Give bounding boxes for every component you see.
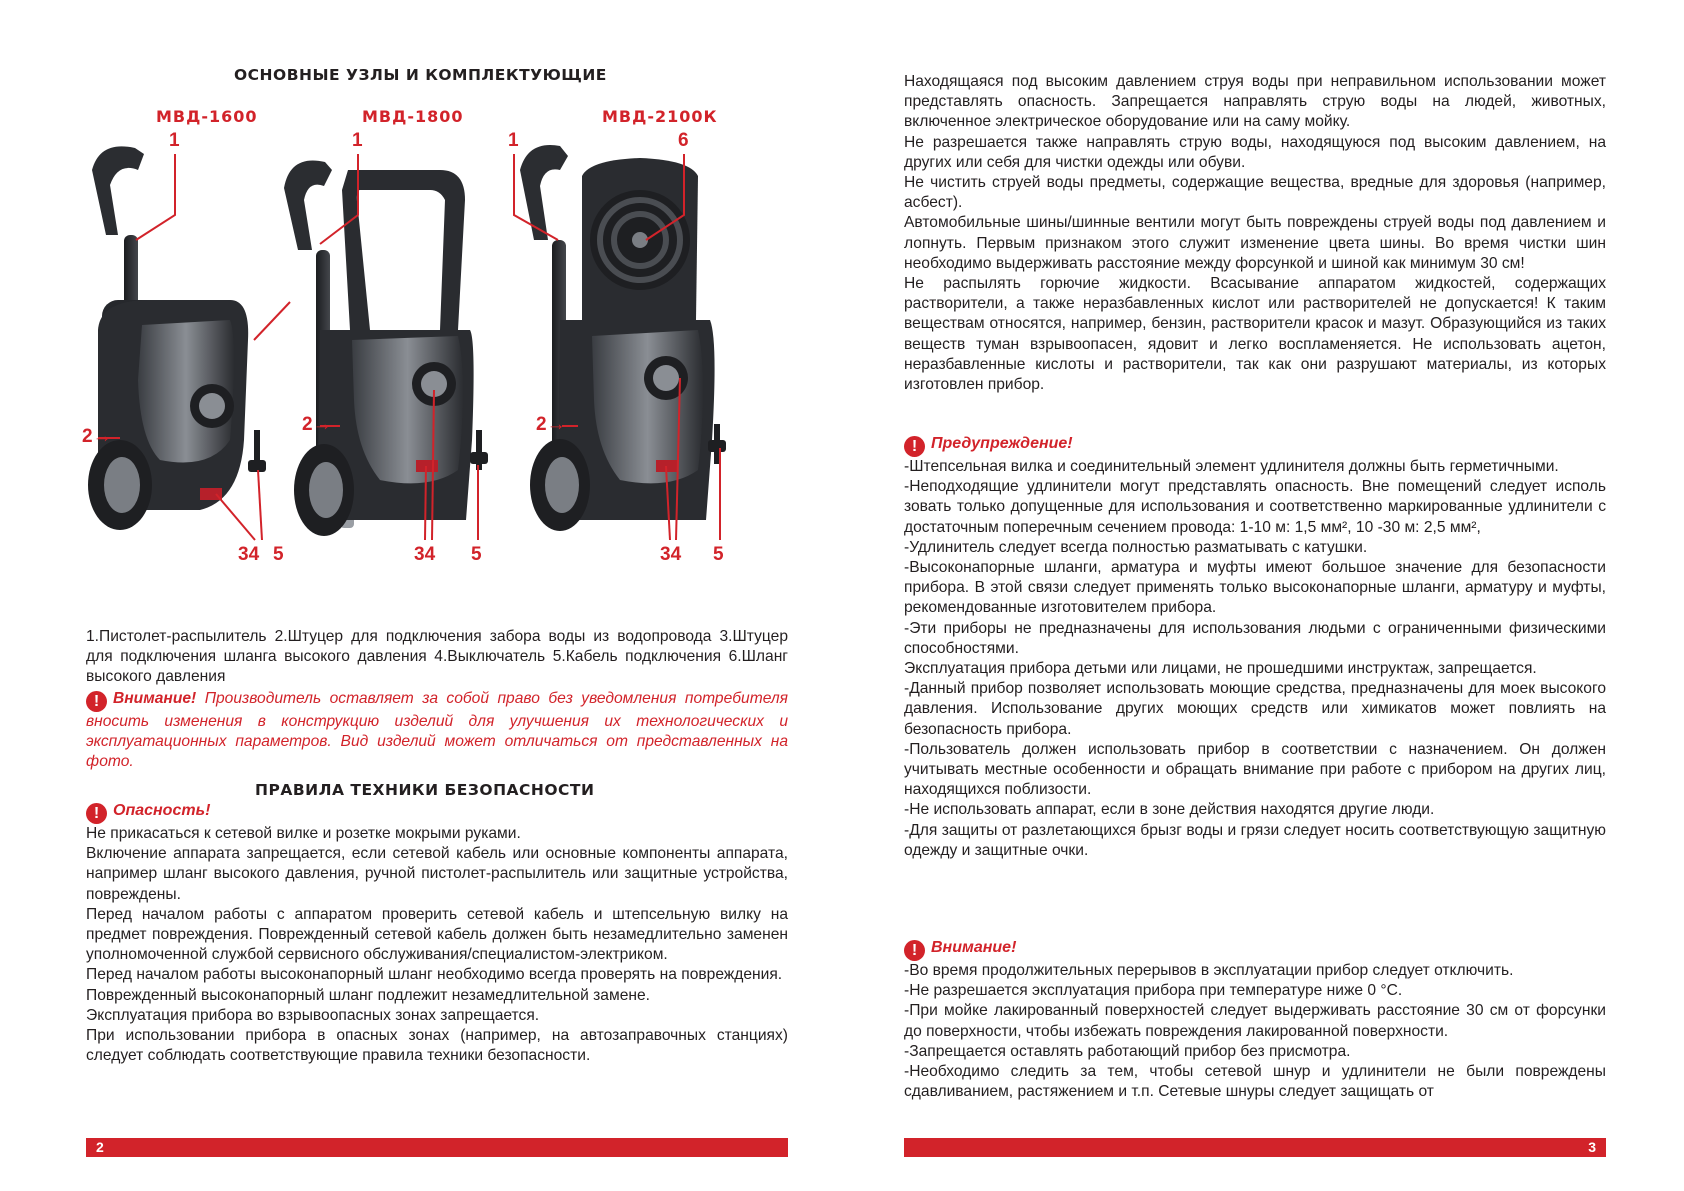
danger-section <box>86 800 788 1066</box>
washer-2100k-drawing <box>520 145 726 531</box>
callout-1600-inlet: 2→ <box>82 426 112 447</box>
attention-paragraph: -Запрещается оставлять работающий прибор без присмотра. <box>904 1042 1351 1060</box>
attention-paragraph: -Необходимо следить за тем, чтобы сетевой шнур и удлинители не были повреждены сдавливанием, растяжением и т.п. Сетевые шнуры следует защищать от <box>904 1063 1606 1101</box>
attention-paragraph: -При мойке лакированный поверхностей следует выдерживать расстояние 30 см от форсунки до поверхности, чтобы избежать повреждения лакированной поверхности. <box>904 1002 1606 1040</box>
warning-paragraph: -Для защиты от разлетающихся брызг воды и грязи следует носить соответствующую защитную одежду и защитные очки. <box>904 821 1606 859</box>
callout-2100k-cable: 5 <box>713 544 724 565</box>
intro-paragraph: Находящаяся под высоким давлением струя воды при неправильном использовании может представлять опасность. Запрещается направлять струю воды на людей, животных, включенное электрическое оборудование или на саму мойку. <box>904 73 1606 131</box>
product-figure <box>80 130 800 620</box>
callout-1600-handle: 1 <box>169 130 180 151</box>
warning-paragraph: -Удлинитель следует всегда полностью разматывать с катушки. <box>904 538 1368 556</box>
notice-text: Производитель оставляет за собой право без уведомления потребителя вносить изменения в конструкцию изделий для улучшения их технологических и эксплуатационных параметров. Вид изделий может отличаться от представленных на фото. <box>86 690 788 771</box>
exclamation-icon: ! <box>904 940 925 961</box>
legend-text: 1.Пистолет-распылитель 2.Штуцер для подключения забора воды из водопровода 3.Штуцер для подключения шланга высокого давления 4.Выключатель 5.Кабель подключения 6.Шланг высокого давления <box>86 628 788 686</box>
model-label-1800: МВД-1800 <box>362 107 464 126</box>
callout-1600-switch: 34 <box>238 544 260 565</box>
warning-section <box>904 433 1606 861</box>
warning-paragraph: -Штепсельная вилка и соединительный элемент удлинителя должны быть герметичными. <box>904 458 1559 475</box>
danger-paragraph: Включение аппарата запрещается, если сетевой кабель или основные компоненты аппарата, например шланг высокого давления, ручной пистолет-распылитель или защитные устройства, повреждены. <box>86 845 788 903</box>
page-footer-left <box>86 1138 788 1157</box>
warning-title: Предупреждение! <box>931 435 1073 452</box>
attention-paragraph: -Не разрешается эксплуатация прибора при температуре ниже 0 °C. <box>904 982 1403 1000</box>
pressure-washers-illustration <box>80 140 800 620</box>
danger-title: Опасность! <box>113 802 211 819</box>
warning-paragraph: -Не использовать аппарат, если в зоне действия находятся другие люди. <box>904 801 1435 819</box>
danger-paragraph: Не прикасаться к сетевой вилке и розетке мокрыми руками. <box>86 825 521 842</box>
warning-paragraph: -Неподходящие удлинители могут представлять опасность. Вне помещений следует исполь зовать только допущенные для использования и соответственно маркированные удлинители с достаточным поперечным сечением провода: 1-10 м: 1,5 мм², 10 -30 м: 2,5 мм², <box>904 478 1606 536</box>
warning-paragraph: -Высоконапорные шланги, арматура и муфты имеют большое значение для безопасности прибора. В этой связи следует применять только высоконапорные шланги, арматуру и муфты, рекомендованные изготовителем прибора. <box>904 559 1606 617</box>
attention-paragraph: -Во время продолжительных перерывов в эксплуатации прибор следует отключить. <box>904 962 1514 979</box>
callout-1600-cable: 5 <box>273 544 284 565</box>
callout-2100k-inlet: 2→ <box>536 414 566 435</box>
right-page <box>842 0 1684 1191</box>
page-number: 3 <box>1588 1139 1596 1155</box>
model-label-1600: МВД-1600 <box>156 107 258 126</box>
washer-1600-drawing <box>88 146 266 530</box>
exclamation-icon: ! <box>86 803 107 824</box>
attention-section <box>904 937 1606 1102</box>
exclamation-icon: ! <box>86 691 107 712</box>
callout-1800-switch: 34 <box>414 544 436 565</box>
safety-heading: ПРАВИЛА ТЕХНИКИ БЕЗОПАСНОСТИ <box>255 781 595 799</box>
intro-section <box>904 72 1606 395</box>
warning-paragraph: -Данный прибор позволяет использовать моющие средства, предназначены для моек высокого давления. Использование других моющих средств или химикатов может повлиять на безопасность прибора. <box>904 680 1606 738</box>
components-heading: ОСНОВНЫЕ УЗЛЫ И КОМПЛЕКТУЮЩИЕ <box>234 66 607 84</box>
notice-title: Внимание! <box>113 690 197 707</box>
model-label-2100k: МВД-2100К <box>602 107 718 126</box>
callout-1800-handle: 1 <box>352 130 363 151</box>
danger-paragraph: Перед началом работы с аппаратом проверить сетевой кабель и штепсельную вилку на предмет повреждения. Поврежденный сетевой кабель должен быть незамедлительно заменен уполномоченной службой сервисного обслуживания/специалистом-электриком. <box>86 905 788 964</box>
washer-1800-drawing <box>284 160 488 536</box>
intro-paragraph: Автомобильные шины/шинные вентили могут быть повреждены струей воды под давлением и лопнуть. Первым признаком этого служит изменение цвета шины. Во время чистки шин необходимо выдерживать расстояние между форсункой и шиной как минимум 30 см! <box>904 214 1606 272</box>
intro-paragraph: Не разрешается также направлять струю воды, находящуюся под высоким давлением, на других или себя для чистки одежды или обуви. <box>904 133 1606 171</box>
callout-2100k-reel: 6 <box>678 130 689 151</box>
intro-paragraph: Не распылять горючие жидкости. Всасывание аппаратом жидкостей, содержащих растворители, а также неразбавленных кислот или растворителей не допускается! К таким веществам относятся, например, бензин, растворители красок и мазут. Образующийся из таких веществ туман взрывоопасен, ядовит и легко воспламеняется. Не использовать ацетон, неразбавленные кислоты и растворители, так как они разрушают материалы, из которых изготовлен прибор. <box>904 275 1606 394</box>
exclamation-icon: ! <box>904 436 925 457</box>
danger-paragraph: Перед началом работы высоконапорный шланг необходимо всегда проверять на повреждения. <box>86 966 783 984</box>
page-number: 2 <box>96 1139 104 1155</box>
warning-paragraph: -Эти приборы не предназначены для использования людьми с ограниченными физическими способностями. <box>904 619 1606 657</box>
manufacturer-notice <box>86 689 788 773</box>
danger-paragraph: Эксплуатация прибора во взрывоопасных зонах запрещается. <box>86 1006 540 1024</box>
components-legend <box>86 627 788 688</box>
warning-paragraph: -Пользователь должен использовать прибор в соответствии с назначением. Он должен учитывать местные особенности и обращать внимание при работе с прибором на других лиц, находящихся поблизости. <box>904 740 1606 799</box>
callout-2100k-handle: 1 <box>508 130 519 151</box>
warning-paragraph: Эксплуатация прибора детьми или лицами, не прошедшими инструктаж, запрещается. <box>904 660 1537 678</box>
callout-1800-cable: 5 <box>471 544 482 565</box>
intro-paragraph: Не чистить струей воды предметы, содержащие вещества, вредные для здоровья (например, асбест). <box>904 174 1606 212</box>
danger-paragraph: При использовании прибора в опасных зонах (например, на автозаправочных станциях) следует соблюдать соответствующие правила техники безопасности. <box>86 1027 788 1065</box>
attention-title: Внимание! <box>931 939 1017 956</box>
callout-2100k-switch: 34 <box>660 544 682 565</box>
page-footer-right <box>904 1138 1606 1157</box>
danger-paragraph: Поврежденный высоконапорный шланг подлежит незамедлительной замене. <box>86 986 650 1004</box>
callout-1800-inlet: 2→ <box>302 414 332 435</box>
